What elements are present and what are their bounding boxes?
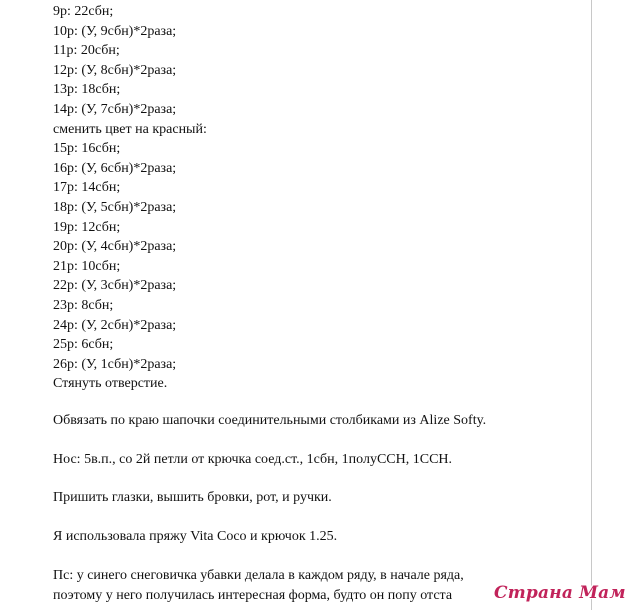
row-instruction: 24р: (У, 2сбн)*2раза; [53, 317, 177, 333]
row-instruction: 19р: 12сбн; [53, 219, 121, 235]
document-content [53, 2, 593, 605]
postscript-line: Пс: у синего снеговичка убавки делала в каждом ряду, в начале ряда, [53, 568, 464, 583]
row-instruction: 9р: 22сбн; [53, 4, 114, 19]
row-instruction: 13р: 18сбн; [53, 82, 121, 98]
closing-instruction: Стянуть отверстие. [53, 376, 168, 392]
nose-paragraph: Нос: 5в.п., со 2й петли от крючка соед.ст., 1сбн, 1полуССН, 1ССН. [53, 451, 453, 467]
assembly-paragraph: Пришить глазки, вышить бровки, рот, и ручки. [53, 490, 332, 506]
row-instruction: 26р: (У, 1сбн)*2раза; [53, 356, 177, 372]
row-instruction: 14р: (У, 7сбн)*2раза; [53, 101, 177, 117]
site-watermark-logo: Страна Мам [494, 583, 626, 603]
row-instructions-list [53, 2, 593, 394]
row-instruction: 21р: 10сбн; [53, 258, 121, 274]
row-instruction: 25р: 6сбн; [53, 337, 114, 353]
postscript-line: поэтому у него получилась интересная форма, будто он попу отста [53, 587, 453, 603]
row-instruction: 15р: 16сбн; [53, 141, 121, 157]
row-instruction: 22р: (У, 3сбн)*2раза; [53, 278, 177, 294]
row-instruction: 10р: (У, 9сбн)*2раза; [53, 23, 177, 39]
row-instruction: 17р: 14сбн; [53, 180, 121, 196]
row-instruction: 23р: 8сбн; [53, 297, 114, 313]
edge-finishing-paragraph: Обвязать по краю шапочки соединительными столбиками из Alize Softy. [53, 412, 487, 428]
row-instruction: 18р: (У, 5сбн)*2раза; [53, 199, 177, 215]
row-instruction: 12р: (У, 8сбн)*2раза; [53, 62, 177, 78]
row-instruction: 20р: (У, 4сбн)*2раза; [53, 239, 177, 255]
materials-paragraph: Я использовала пряжу Vita Coco и крючок 1.25. [53, 529, 338, 545]
row-instruction: 11р: 20сбн; [53, 43, 120, 59]
color-change-note: сменить цвет на красный: [53, 121, 207, 137]
row-instruction: 16р: (У, 6сбн)*2раза; [53, 160, 177, 176]
